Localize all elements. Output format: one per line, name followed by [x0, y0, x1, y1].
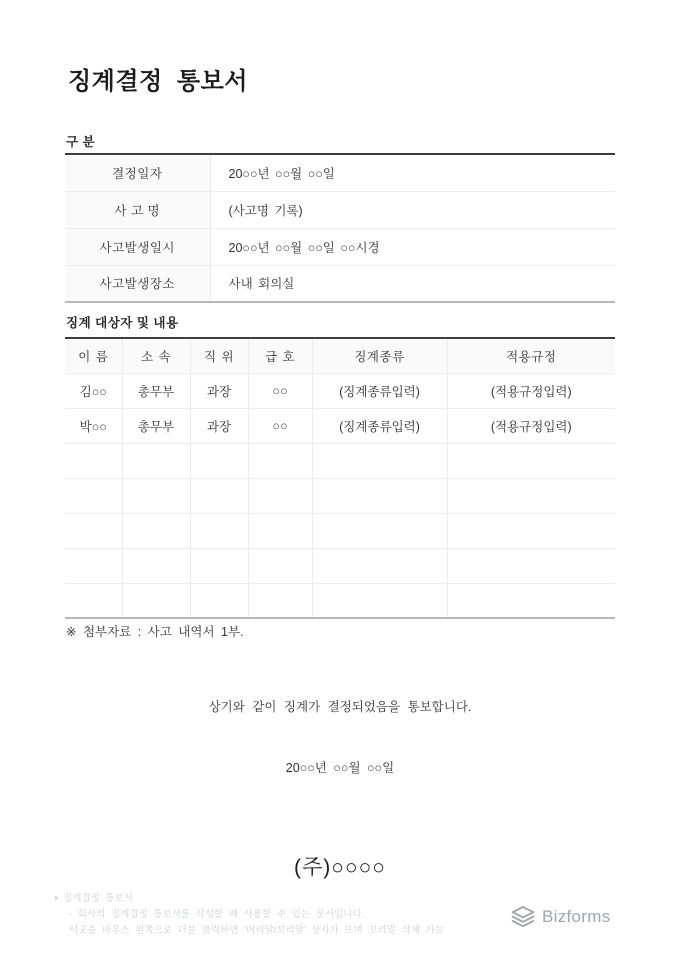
page-title: 징계결정 통보서 [68, 68, 248, 95]
col-header-department: 소 속 [122, 338, 190, 373]
table-row [65, 191, 615, 228]
cell-grade: ○○ [248, 373, 312, 408]
row-label-incident-name: 사 고 명 [65, 191, 210, 228]
table-row [65, 154, 615, 191]
cell-department: 총무부 [122, 408, 190, 443]
table-row [65, 408, 615, 443]
empty-table-row [65, 513, 615, 548]
cell-discipline-type: (징계종류입력) [312, 373, 447, 408]
row-value-incident-datetime: 20○○년 ○○월 ○○일 ○○시경 [210, 228, 615, 265]
company-name: (주)○○○○ [293, 856, 386, 879]
table-row [65, 228, 615, 265]
footer-bullet-line [55, 891, 444, 907]
cell-position: 과장 [190, 373, 248, 408]
cell-position: 과장 [190, 408, 248, 443]
footer-note [55, 891, 444, 939]
empty-table-row [65, 478, 615, 513]
section1-heading: 구 분 [66, 135, 96, 149]
col-header-position: 직 위 [190, 338, 248, 373]
row-label-decision-date: 결정일자 [65, 154, 210, 191]
row-value-incident-place: 사내 회의실 [210, 265, 615, 302]
col-header-applied-rule: 적용규정 [447, 338, 615, 373]
col-header-discipline-type: 징계종류 [312, 338, 447, 373]
footer-help-line: 이곳을 마우스 왼쪽으로 더블 클릭하면 ‘머리말/꼬리말’ 상자가 뜨며 꼬리말 삭제 가능 [69, 925, 444, 936]
section2-heading: 징계 대상자 및 내용 [66, 316, 179, 330]
footer-bullet-title: 징계결정 통보서 [63, 893, 133, 904]
layers-icon [510, 905, 536, 929]
table-row [65, 265, 615, 302]
cell-applied-rule: (적용규정입력) [447, 373, 615, 408]
cell-grade: ○○ [248, 408, 312, 443]
triangle-bullet-icon: ▸ [55, 893, 60, 902]
col-header-name: 이 름 [65, 338, 122, 373]
closing-statement: 상기와 같이 징계가 결정되었음을 통보합니다. [208, 700, 472, 714]
table-row [65, 373, 615, 408]
cell-name: 박○○ [65, 408, 122, 443]
cell-discipline-type: (징계종류입력) [312, 408, 447, 443]
discipline-table [65, 337, 615, 619]
row-label-incident-place: 사고발생장소 [65, 265, 210, 302]
row-value-decision-date: 20○○년 ○○월 ○○일 [228, 166, 335, 181]
closing-date: 20○○년 ○○월 ○○일 [285, 761, 395, 775]
empty-table-row [65, 443, 615, 478]
cell-name: 김○○ [65, 373, 122, 408]
row-label-incident-datetime: 사고발생일시 [65, 228, 210, 265]
empty-table-row [65, 583, 615, 618]
incident-info-table [65, 153, 615, 303]
table-header-row [65, 338, 615, 373]
footer-description-line: - 회사의 징계결정 통보서를 작성할 때 사용할 수 있는 문서입니다. [69, 909, 365, 920]
col-header-grade: 급 호 [248, 338, 312, 373]
logo-text: Bizforms [542, 907, 611, 926]
bizforms-logo [510, 905, 611, 929]
row-value-incident-name: (사고명 기록) [210, 191, 615, 228]
empty-table-row [65, 548, 615, 583]
cell-department: 총무부 [122, 373, 190, 408]
cell-applied-rule: (적용규정입력) [447, 408, 615, 443]
attachment-note: ※ 첨부자료 : 사고 내역서 1부. [66, 625, 244, 639]
